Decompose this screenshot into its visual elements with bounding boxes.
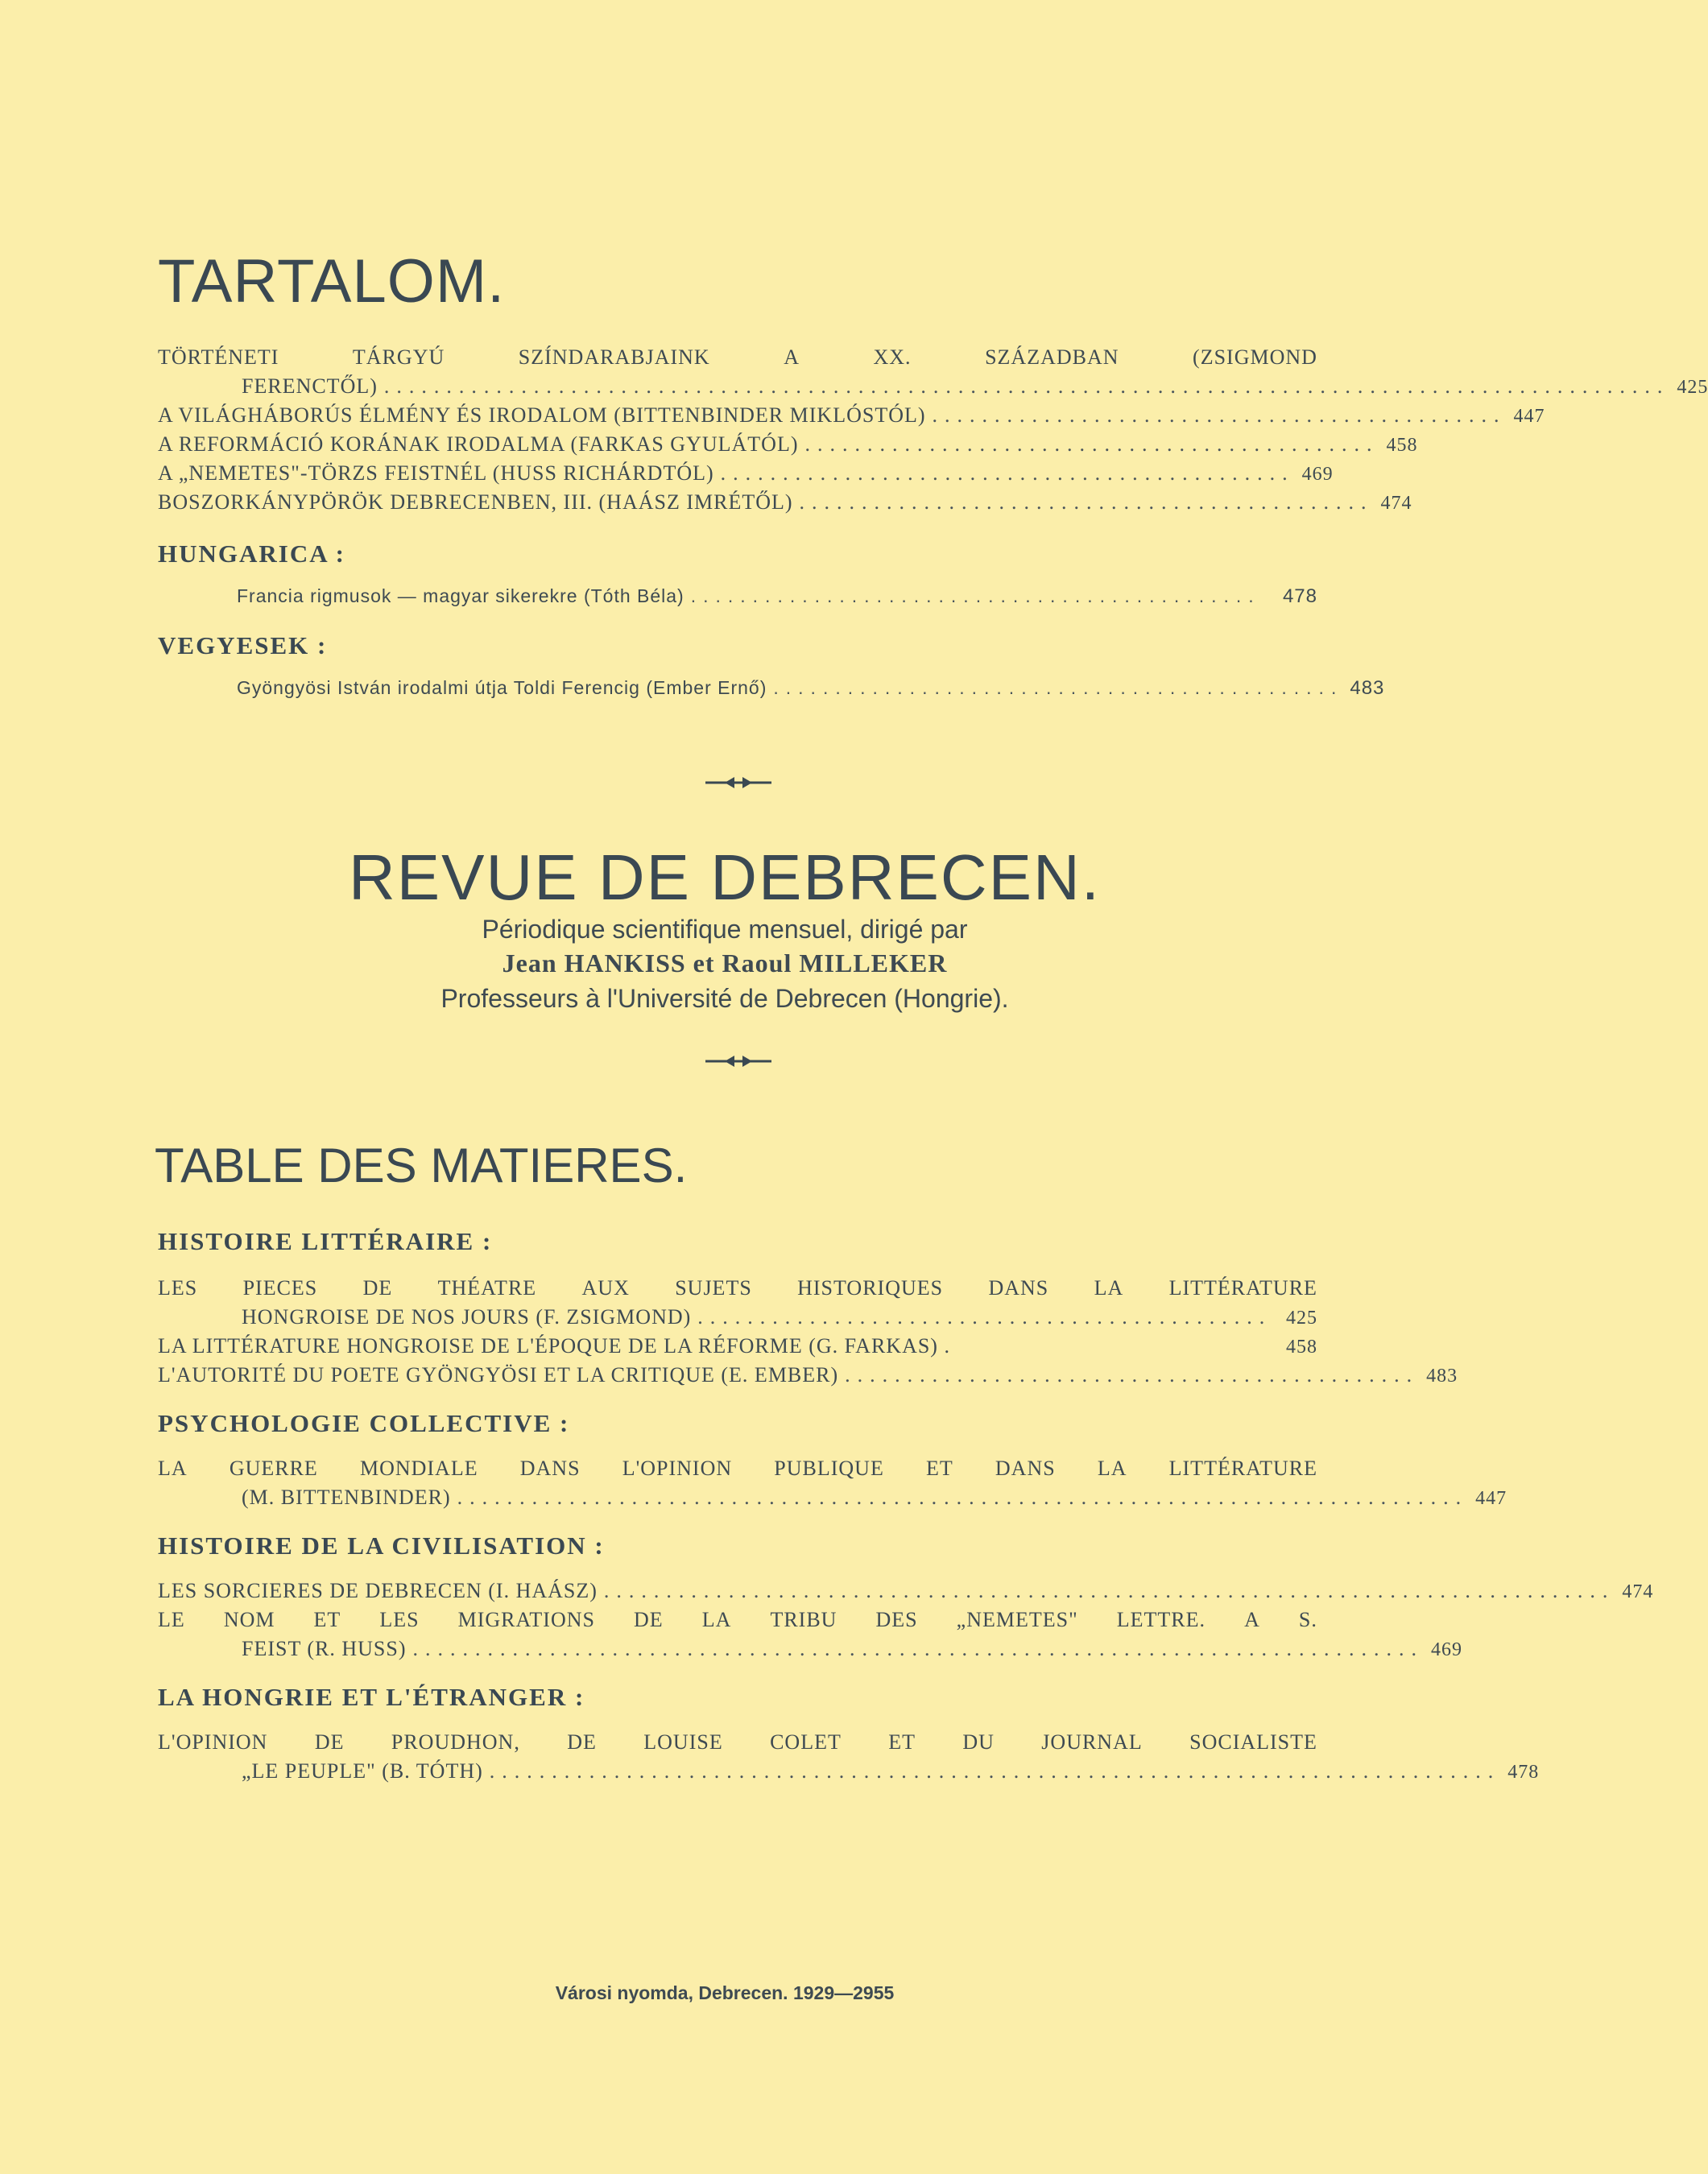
revue-title: REVUE DE DEBRECEN. <box>349 841 1101 913</box>
hl-entry-3-text: L'AUTORITÉ DU POETE GYÖNGYÖSI ET LA CRITIQUE (E. EMBER) <box>158 1363 839 1387</box>
table-list <box>158 1224 1654 1786</box>
toc-entry-2-text: A VILÁGHÁBORÚS ÉLMÉNY ÉS IRODALOM (BITTENBINDER MIKLÓSTÓL) <box>158 403 926 427</box>
ho-entry-1-text: L'OPINION DE PROUDHON, DE LOUISE COLET ET DU JOURNAL SOCIALISTE <box>158 1730 1317 1754</box>
hongrie-heading: LA HONGRIE ET L'ÉTRANGER : <box>158 1683 585 1711</box>
dot-leader: .............................................. <box>804 432 1379 456</box>
hl-entry-3-page: 483 <box>1426 1366 1458 1387</box>
hungarica-text: Francia rigmusok — magyar sikerekre (Tóth Béla) <box>237 585 684 606</box>
printer-imprint: Városi nyomda, Debrecen. 1929—2955 <box>555 1982 895 2003</box>
ps-entry-1-cont: (M. BITTENBINDER) <box>242 1486 451 1509</box>
hungarica-entry <box>158 581 1317 610</box>
hl-entry-2-text: LA LITTÉRATURE HONGROISE DE L'ÉPOQUE DE LA RÉFORME (G. FARKAS) . <box>158 1334 950 1358</box>
ho-entry-1-cont: „LE PEUPLE" (B. TÓTH) <box>242 1759 483 1783</box>
dot-leader: .............................................. <box>690 585 1261 606</box>
revue-affiliation: Professeurs à l'Université de Debrecen (Hongrie). <box>440 984 1009 1013</box>
dot-leader: ................................................................................. <box>603 1579 1615 1602</box>
toc-entry-4-page: 469 <box>1301 464 1334 485</box>
civ-entry-2-line1 <box>158 1606 1317 1635</box>
dot-leader: .............................................. <box>932 403 1507 427</box>
toc-entry-3-text: A REFORMÁCIÓ KORÁNAK IRODALMA (FARKAS GYULÁTÓL) <box>158 432 799 456</box>
ornament-divider-icon <box>702 773 775 792</box>
hl-entry-1-line1 <box>158 1274 1317 1303</box>
hl-entry-1-page: 425 <box>1286 1308 1317 1329</box>
ornament-divider-icon <box>702 1052 775 1071</box>
table-title: TABLE DES MATIERES. <box>155 1139 688 1192</box>
hungarica-heading: HUNGARICA : <box>158 539 345 568</box>
ho-entry-1-page: 478 <box>1507 1762 1540 1783</box>
revue-editors: Jean HANKISS et Raoul MILLEKER <box>502 949 948 977</box>
vegyesek-heading: VEGYESEK : <box>158 631 328 659</box>
civ-entry-2-text: LE NOM ET LES MIGRATIONS DE LA TRIBU DES „NEMETES" LETTRE. A S. <box>158 1608 1317 1631</box>
toc-entry-2-page: 447 <box>1513 406 1545 427</box>
histoire-litteraire-heading: HISTOIRE LITTÉRAIRE : <box>158 1227 493 1255</box>
ho-entry-1-line1 <box>158 1728 1317 1757</box>
toc-entry-2 <box>158 401 1545 430</box>
ps-entry-1-line2 <box>158 1483 1507 1512</box>
vegyesek-text: Gyöngyösi István irodalmi útja Toldi Ferencig (Ember Ernő) <box>237 677 767 698</box>
vegyesek-entry <box>158 673 1385 702</box>
toc-entry-4 <box>158 459 1334 488</box>
dot-leader: .............................................. <box>697 1305 1272 1329</box>
toc-entry-5 <box>158 488 1412 517</box>
hl-entry-1-text: LES PIECES DE THÉATRE AUX SUJETS HISTORIQUES DANS LA LITTÉRATURE <box>158 1276 1317 1300</box>
dot-leader: .............................................. <box>773 677 1344 698</box>
civ-entry-1 <box>158 1577 1654 1606</box>
ho-entry-1-line2 <box>158 1757 1540 1786</box>
toc-entry-5-text: BOSZORKÁNYPÖRÖK DEBRECENBEN, III. (HAÁSZ IMRÉTŐL) <box>158 490 793 514</box>
civ-entry-2-cont: FEIST (R. HUSS) <box>242 1637 407 1660</box>
tartalom-title: TARTALOM. <box>158 247 506 316</box>
dot-leader: .............................................. <box>845 1363 1420 1387</box>
psychologie-heading: PSYCHOLOGIE COLLECTIVE : <box>158 1409 570 1437</box>
toc-entry-4-text: A „NEMETES"-TÖRZS FEISTNÉL (HUSS RICHÁRDTÓL) <box>158 461 714 485</box>
civ-entry-1-text: LES SORCIERES DE DEBRECEN (I. HAÁSZ) <box>158 1579 598 1602</box>
vegyesek-page: 483 <box>1350 677 1385 699</box>
hungarica-page: 478 <box>1282 585 1317 607</box>
toc-entry-1-page: 425 <box>1677 377 1708 398</box>
dot-leader: ................................................................................. <box>457 1486 1469 1509</box>
civ-entry-2-line2 <box>158 1635 1463 1664</box>
civ-entry-1-page: 474 <box>1622 1581 1654 1602</box>
civ-entry-2-page: 469 <box>1431 1639 1463 1660</box>
dot-leader: .............................................. <box>720 461 1295 485</box>
toc-entry-1-line2 <box>158 372 1708 401</box>
civilisation-heading: HISTOIRE DE LA CIVILISATION : <box>158 1531 605 1560</box>
revue-subtitle: Périodique scientifique mensuel, dirigé par <box>482 915 968 944</box>
toc-entry-1-line1 <box>158 343 1317 372</box>
hl-entry-2-page: 458 <box>1286 1337 1317 1358</box>
hl-entry-1-line2 <box>158 1303 1317 1332</box>
dot-leader: ....................................................................................................... <box>383 374 1670 398</box>
dot-leader: .............................................. <box>799 490 1374 514</box>
toc-entry-3-page: 458 <box>1386 435 1418 456</box>
toc-entry-3 <box>158 430 1418 459</box>
tartalom-list <box>158 343 1708 702</box>
dot-leader: ................................................................................. <box>489 1759 1501 1783</box>
hl-entry-1-cont: HONGROISE DE NOS JOURS (F. ZSIGMOND) <box>242 1305 692 1329</box>
toc-entry-1-cont: FERENCTŐL) <box>242 374 378 398</box>
ps-entry-1-line1 <box>158 1454 1317 1483</box>
hl-entry-3 <box>158 1361 1458 1390</box>
ps-entry-1-text: LA GUERRE MONDIALE DANS L'OPINION PUBLIQUE ET DANS LA LITTÉRATURE <box>158 1457 1317 1480</box>
ps-entry-1-page: 447 <box>1475 1488 1507 1509</box>
dot-leader: ................................................................................. <box>412 1637 1425 1660</box>
hl-entry-2 <box>158 1332 1317 1361</box>
toc-entry-5-page: 474 <box>1380 493 1412 514</box>
toc-entry-1-text: TÖRTÉNETI TÁRGYÚ SZÍNDARABJAINK A XX. SZÁZADBAN (ZSIGMOND <box>158 345 1317 369</box>
